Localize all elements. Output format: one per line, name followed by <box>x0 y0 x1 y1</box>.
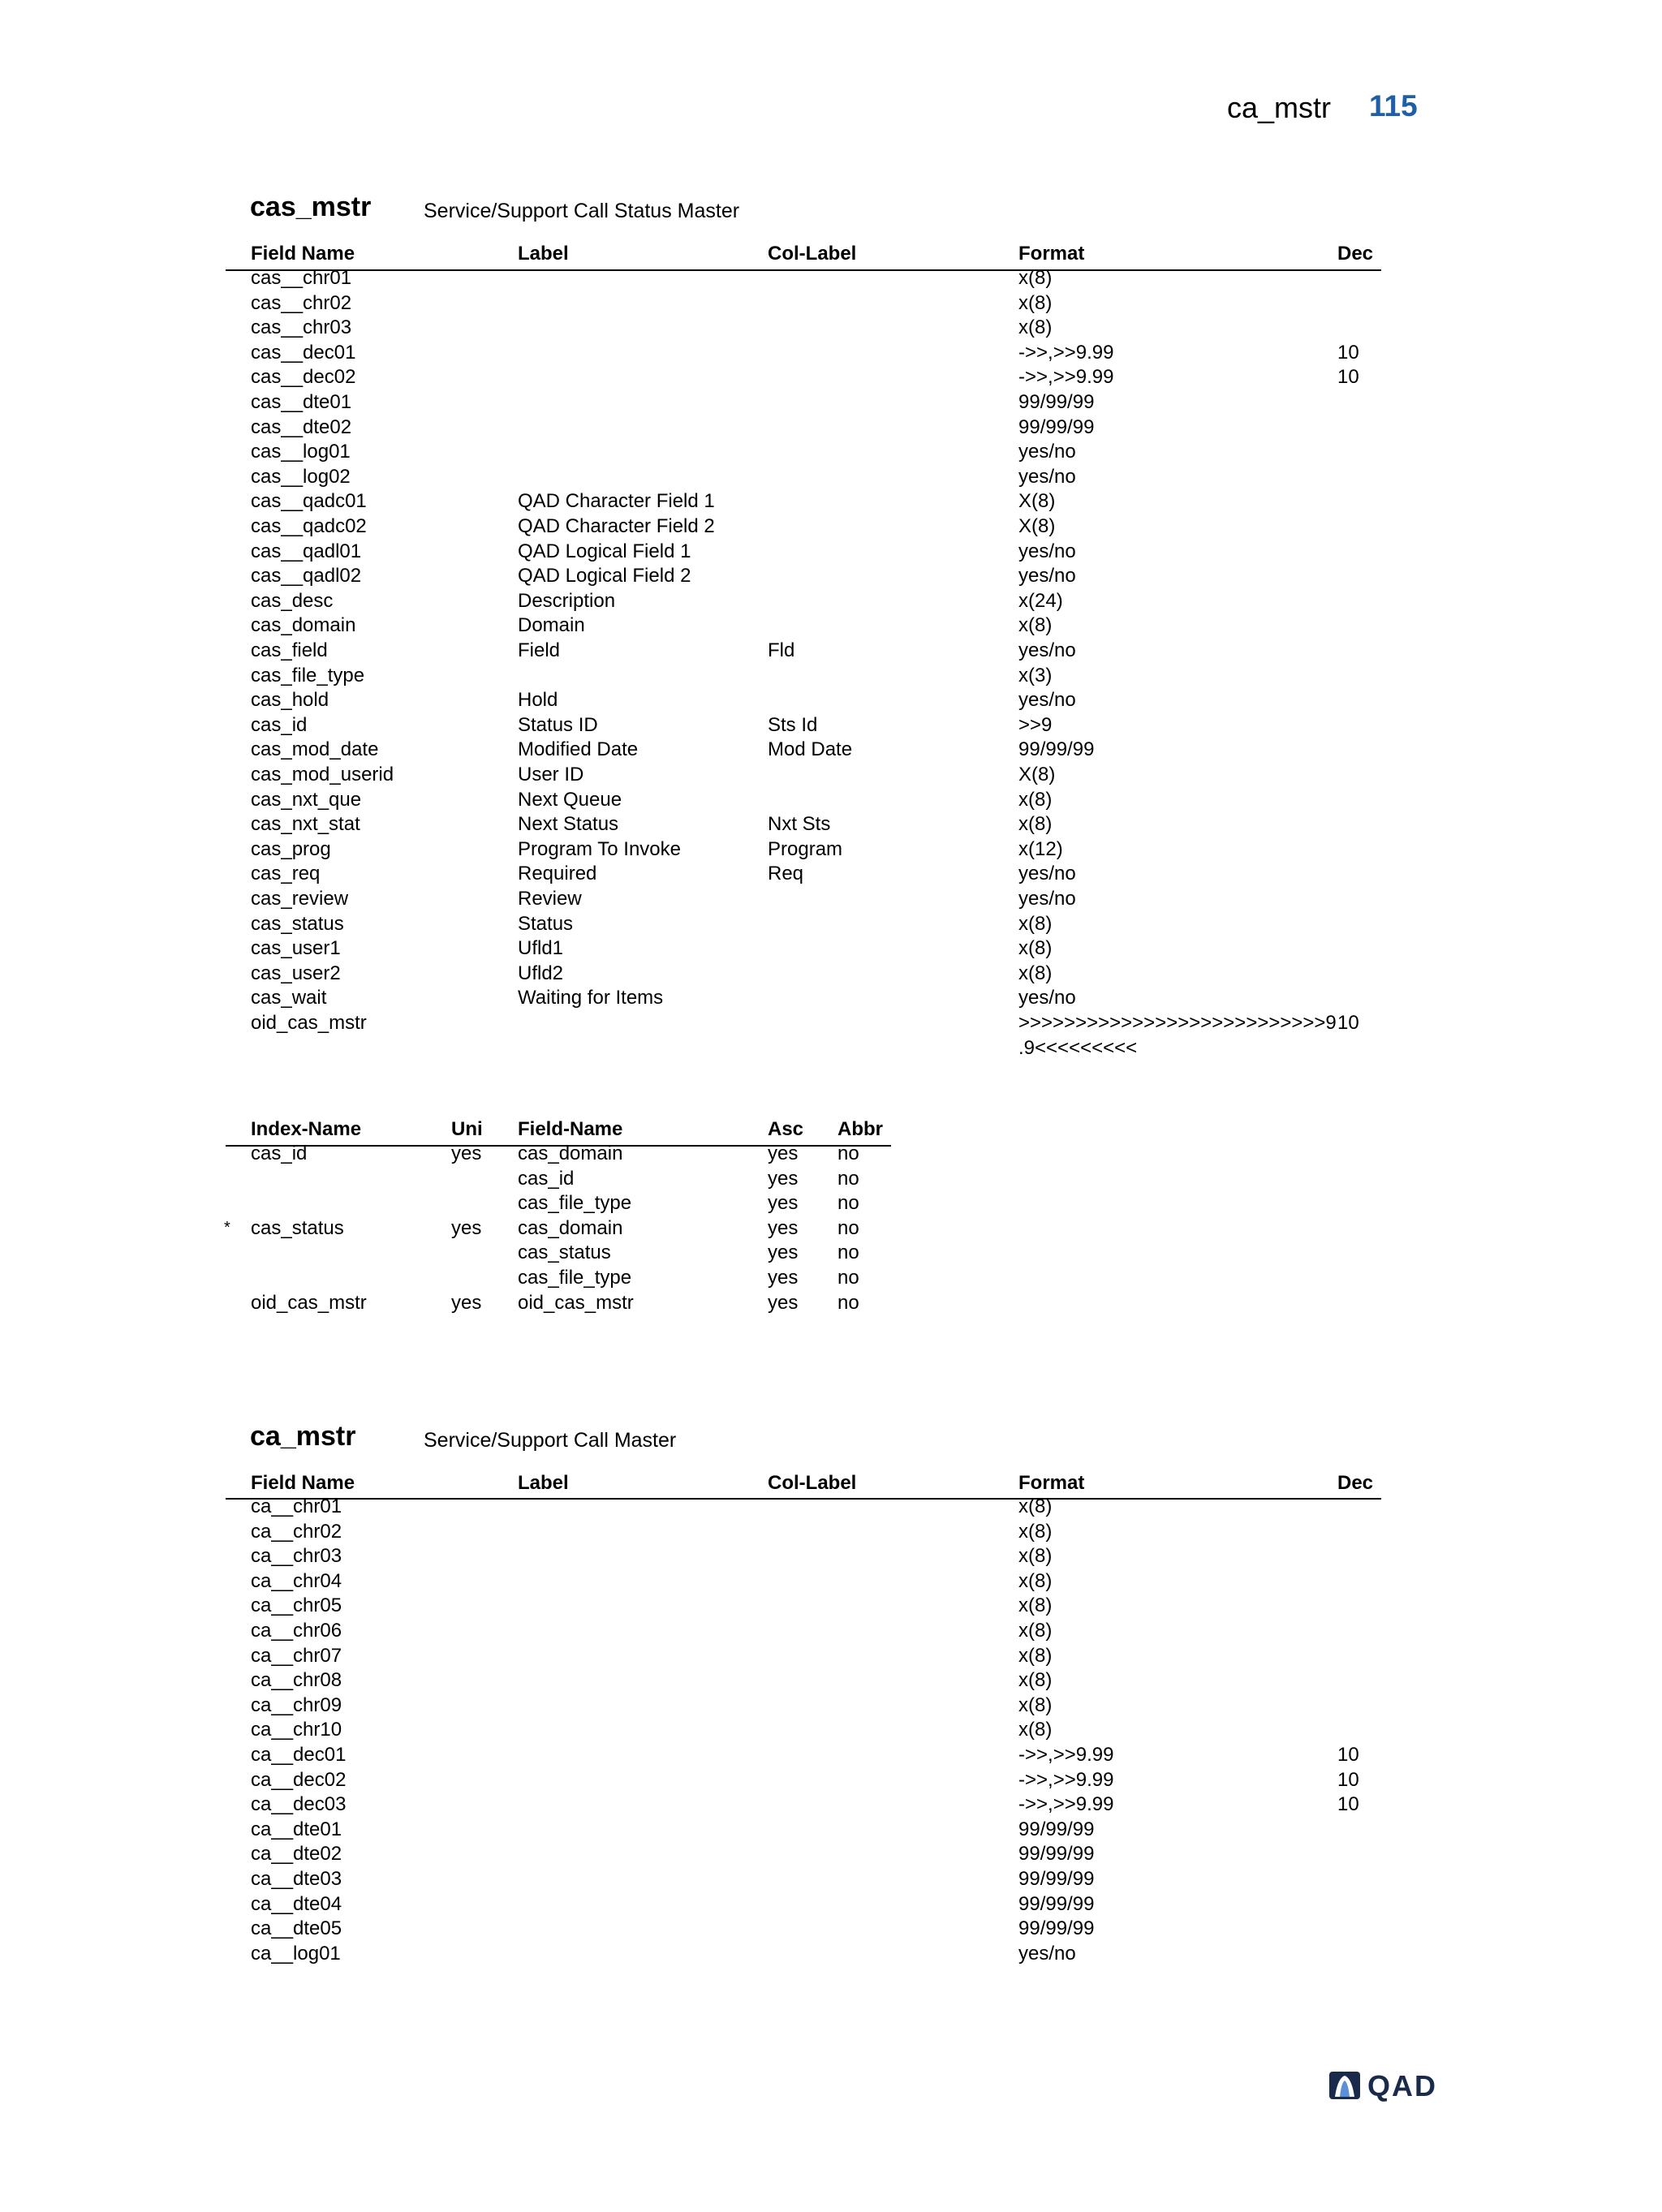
index-ascending: yes <box>768 1143 799 1164</box>
field-format: 99/99/99 <box>1018 1818 1095 1840</box>
column-header-field-name: Field Name <box>251 1472 355 1494</box>
field-format: ->>,>>9.99 <box>1018 1768 1114 1791</box>
primary-index-marker: * <box>224 1218 230 1237</box>
field-format: 99/99/99 <box>1018 1892 1095 1915</box>
table-row <box>0 590 1662 615</box>
field-name: cas__chr03 <box>251 316 352 339</box>
field-name: cas__log01 <box>251 441 351 463</box>
field-name: ca__dte04 <box>251 1892 342 1915</box>
table-row <box>0 1694 1662 1719</box>
index-name: cas_id <box>251 1143 308 1164</box>
field-format: X(8) <box>1018 515 1056 537</box>
field-name: cas_status <box>251 912 344 935</box>
table-row <box>0 838 1662 863</box>
field-format: ->>,>>9.99 <box>1018 1744 1114 1766</box>
table-row <box>0 1868 1662 1893</box>
table-row <box>0 888 1662 913</box>
field-label: QAD Logical Field 1 <box>518 540 691 562</box>
table-row <box>0 490 1662 515</box>
table-row <box>0 540 1662 566</box>
index-row <box>0 1192 1662 1217</box>
table-row <box>0 1645 1662 1670</box>
index-ascending: yes <box>768 1291 799 1314</box>
field-format: 99/99/99 <box>1018 415 1095 438</box>
index-unique: yes <box>451 1143 482 1164</box>
table-row <box>0 1521 1662 1546</box>
field-name: ca__chr10 <box>251 1719 342 1741</box>
field-label: Required <box>518 863 597 885</box>
index-field-name: cas_file_type <box>518 1267 632 1289</box>
field-name: ca__dte03 <box>251 1868 342 1890</box>
table-description-cas-mstr: Service/Support Call Status Master <box>424 200 740 222</box>
field-col-label: Fld <box>768 639 795 661</box>
field-name: ca__dte05 <box>251 1917 342 1940</box>
index-row <box>0 1242 1662 1267</box>
field-name: cas_nxt_que <box>251 788 362 811</box>
index-ascending: yes <box>768 1242 799 1264</box>
field-name: cas__dte01 <box>251 391 352 413</box>
index-abbrev: no <box>837 1216 859 1239</box>
field-format: ->>,>>9.99 <box>1018 366 1114 389</box>
field-dec: 10 <box>1337 1744 1359 1766</box>
field-name: cas__dec01 <box>251 341 356 364</box>
table-row <box>0 1843 1662 1868</box>
field-col-label: Program <box>768 837 843 860</box>
index-field-name: cas_file_type <box>518 1192 632 1215</box>
field-label: Domain <box>518 614 585 637</box>
table-title-ca-mstr: ca_mstr <box>250 1421 356 1452</box>
field-col-label: Req <box>768 863 804 885</box>
index-field-name: cas_domain <box>518 1143 623 1164</box>
index-row <box>0 1217 1662 1242</box>
field-label: QAD Character Field 1 <box>518 490 715 513</box>
qad-logo <box>1328 2071 1444 2103</box>
field-name: ca__chr07 <box>251 1644 342 1667</box>
field-format: 99/99/99 <box>1018 1868 1095 1890</box>
field-col-label: Nxt Sts <box>768 813 831 836</box>
field-name: ca__dec02 <box>251 1768 347 1791</box>
field-format: x(8) <box>1018 614 1053 637</box>
field-name: ca__chr02 <box>251 1520 342 1543</box>
field-format: x(8) <box>1018 912 1053 935</box>
table-row <box>0 466 1662 491</box>
field-col-label: Sts Id <box>768 713 818 736</box>
field-dec: 10 <box>1337 341 1359 364</box>
field-format: x(8) <box>1018 1545 1053 1568</box>
table-row <box>0 1037 1662 1062</box>
field-format: yes/no <box>1018 441 1076 463</box>
table-row <box>0 1719 1662 1744</box>
index-row <box>0 1292 1662 1317</box>
field-name: ca__chr08 <box>251 1669 342 1692</box>
index-ascending: yes <box>768 1192 799 1215</box>
table-row <box>0 937 1662 962</box>
field-format: yes/no <box>1018 540 1076 562</box>
column-header-dec: Dec <box>1337 1472 1374 1494</box>
field-format: x(8) <box>1018 1520 1053 1543</box>
column-header-index-name: Index-Name <box>251 1118 362 1140</box>
index-field-name: cas_status <box>518 1242 611 1264</box>
field-name: ca__chr05 <box>251 1594 342 1617</box>
logo-text: QAD <box>1367 2069 1437 2102</box>
index-name: cas_status <box>251 1216 344 1239</box>
field-name: cas_req <box>251 863 321 885</box>
index-unique: yes <box>451 1291 482 1314</box>
field-format: yes/no <box>1018 465 1076 488</box>
table-row <box>0 441 1662 466</box>
column-header-format: Format <box>1018 1472 1085 1494</box>
index-ascending: yes <box>768 1216 799 1239</box>
column-header-field-name: Field Name <box>251 243 355 265</box>
field-name: cas_user2 <box>251 962 341 984</box>
index-name: oid_cas_mstr <box>251 1291 367 1314</box>
index-row <box>0 1168 1662 1193</box>
field-dec: 10 <box>1337 1768 1359 1791</box>
table-row <box>0 1012 1662 1037</box>
field-label: Description <box>518 589 616 612</box>
table-row <box>0 1669 1662 1694</box>
field-format: yes/no <box>1018 565 1076 587</box>
field-format: x(8) <box>1018 1594 1053 1617</box>
field-format: x(12) <box>1018 837 1063 860</box>
column-header-dec: Dec <box>1337 243 1374 265</box>
field-format: yes/no <box>1018 639 1076 661</box>
field-label: Field <box>518 639 561 661</box>
column-header-col-label: Col-Label <box>768 1472 857 1494</box>
field-name: cas__chr02 <box>251 291 352 314</box>
table-row <box>0 614 1662 639</box>
index-field-name: cas_id <box>518 1167 575 1190</box>
table-row <box>0 1793 1662 1818</box>
field-format: x(8) <box>1018 813 1053 836</box>
field-format: >>>>>>>>>>>>>>>>>>>>>>>>>>>9 <box>1018 1012 1337 1034</box>
field-label: Hold <box>518 689 558 712</box>
table-title-cas-mstr: cas_mstr <box>250 192 372 222</box>
field-format: X(8) <box>1018 490 1056 513</box>
index-abbrev: no <box>837 1192 859 1215</box>
table-row <box>0 1744 1662 1769</box>
field-label: User ID <box>518 764 584 785</box>
column-header-asc: Asc <box>768 1118 804 1140</box>
field-format: ->>,>>9.99 <box>1018 341 1114 364</box>
field-format: x(24) <box>1018 589 1063 612</box>
field-format: ->>,>>9.99 <box>1018 1793 1114 1816</box>
field-format: >>9 <box>1018 713 1053 736</box>
field-format: yes/no <box>1018 987 1076 1009</box>
field-name: cas_hold <box>251 689 329 712</box>
field-format: x(8) <box>1018 1719 1053 1741</box>
field-col-label: Mod Date <box>768 738 853 761</box>
field-format: yes/no <box>1018 1942 1076 1965</box>
table-row <box>0 391 1662 416</box>
field-format: 99/99/99 <box>1018 738 1095 761</box>
field-name: cas_domain <box>251 614 356 637</box>
field-name: cas_mod_userid <box>251 764 394 785</box>
table-row <box>0 515 1662 540</box>
field-format: x(8) <box>1018 291 1053 314</box>
field-name: ca__dec01 <box>251 1744 347 1766</box>
column-header-format: Format <box>1018 243 1085 265</box>
field-dec: 10 <box>1337 1012 1359 1034</box>
field-name: ca__chr04 <box>251 1569 342 1592</box>
field-label: QAD Character Field 2 <box>518 515 715 537</box>
field-format: x(8) <box>1018 1620 1053 1642</box>
column-header-abbr: Abbr <box>837 1118 883 1140</box>
field-format: x(8) <box>1018 1669 1053 1692</box>
table-row <box>0 913 1662 938</box>
field-format: x(8) <box>1018 788 1053 811</box>
index-abbrev: no <box>837 1291 859 1314</box>
field-dec: 10 <box>1337 366 1359 389</box>
field-format: x(8) <box>1018 937 1053 960</box>
field-format: .9<<<<<<<<< <box>1018 1036 1138 1059</box>
index-ascending: yes <box>768 1267 799 1289</box>
field-format: x(3) <box>1018 664 1053 686</box>
field-name: cas__chr01 <box>251 267 352 289</box>
table-row <box>0 267 1662 292</box>
column-header-label: Label <box>518 243 569 265</box>
field-name: ca__chr01 <box>251 1495 342 1517</box>
field-name: cas_file_type <box>251 664 365 686</box>
field-name: cas_wait <box>251 987 327 1009</box>
field-name: ca__chr06 <box>251 1620 342 1642</box>
field-name: cas_review <box>251 888 349 910</box>
field-name: cas__dec02 <box>251 366 356 389</box>
field-label: Status <box>518 912 574 935</box>
field-format: yes/no <box>1018 689 1076 712</box>
table-row <box>0 316 1662 342</box>
table-row <box>0 863 1662 888</box>
field-name: ca__dte01 <box>251 1818 342 1840</box>
table-row <box>0 1818 1662 1844</box>
field-format: x(8) <box>1018 962 1053 984</box>
table-row <box>0 1620 1662 1645</box>
field-table-header <box>0 1472 1662 1497</box>
table-row <box>0 342 1662 367</box>
qad-logo-icon <box>1328 2071 1361 2100</box>
field-format: 99/99/99 <box>1018 1843 1095 1866</box>
field-format: x(8) <box>1018 1693 1053 1716</box>
field-name: cas__qadl02 <box>251 565 362 587</box>
index-ascending: yes <box>768 1167 799 1190</box>
column-header-field-name: Field-Name <box>518 1118 623 1140</box>
field-name: ca__dte02 <box>251 1843 342 1866</box>
field-name: ca__dec03 <box>251 1793 347 1816</box>
column-header-col-label: Col-Label <box>768 243 857 265</box>
field-name: ca__log01 <box>251 1942 341 1965</box>
field-name: cas_id <box>251 713 308 736</box>
field-name: cas__qadl01 <box>251 540 362 562</box>
field-label: Next Queue <box>518 788 622 811</box>
field-format: x(8) <box>1018 1495 1053 1517</box>
table-row <box>0 665 1662 690</box>
column-header-label: Label <box>518 1472 569 1494</box>
table-row <box>0 1495 1662 1521</box>
field-format: 99/99/99 <box>1018 391 1095 413</box>
field-format: x(8) <box>1018 1569 1053 1592</box>
field-name: cas_desc <box>251 589 334 612</box>
field-label: Ufld1 <box>518 937 564 960</box>
table-row <box>0 1917 1662 1943</box>
index-field-name: oid_cas_mstr <box>518 1291 634 1314</box>
index-abbrev: no <box>837 1143 859 1164</box>
index-abbrev: no <box>837 1267 859 1289</box>
field-label: Status ID <box>518 713 598 736</box>
field-name: cas_user1 <box>251 937 341 960</box>
field-name: cas_nxt_stat <box>251 813 360 836</box>
table-row <box>0 813 1662 838</box>
field-format: yes/no <box>1018 888 1076 910</box>
field-format: X(8) <box>1018 764 1056 785</box>
running-header-title: ca_mstr <box>1226 91 1331 124</box>
field-label: Ufld2 <box>518 962 564 984</box>
field-label: QAD Logical Field 2 <box>518 565 691 587</box>
field-name: ca__chr03 <box>251 1545 342 1568</box>
field-name: cas__dte02 <box>251 415 352 438</box>
table-row <box>0 639 1662 665</box>
field-name: cas_field <box>251 639 328 661</box>
table-row <box>0 565 1662 590</box>
table-row <box>0 714 1662 739</box>
table-row <box>0 1545 1662 1570</box>
field-name: cas_mod_date <box>251 738 379 761</box>
table-row <box>0 1893 1662 1918</box>
column-header-uni: Uni <box>451 1118 483 1140</box>
index-abbrev: no <box>837 1167 859 1190</box>
field-format: x(8) <box>1018 316 1053 339</box>
field-format: x(8) <box>1018 1644 1053 1667</box>
field-name: cas__qadc01 <box>251 490 367 513</box>
field-format: 99/99/99 <box>1018 1917 1095 1940</box>
table-row <box>0 738 1662 764</box>
table-row <box>0 1570 1662 1595</box>
index-field-name: cas_domain <box>518 1216 623 1239</box>
index-abbrev: no <box>837 1242 859 1264</box>
field-format: yes/no <box>1018 863 1076 885</box>
index-unique: yes <box>451 1216 482 1239</box>
table-row <box>0 292 1662 317</box>
index-table-header <box>0 1118 1662 1143</box>
field-name: cas_prog <box>251 837 331 860</box>
page-number: 115 <box>1369 89 1418 123</box>
index-row <box>0 1143 1662 1168</box>
table-row <box>0 1769 1662 1794</box>
field-dec: 10 <box>1337 1793 1359 1816</box>
table-row <box>0 987 1662 1012</box>
table-row <box>0 764 1662 789</box>
field-label: Waiting for Items <box>518 987 664 1009</box>
field-label: Review <box>518 888 582 910</box>
index-row <box>0 1267 1662 1292</box>
table-row <box>0 1943 1662 1968</box>
field-name: oid_cas_mstr <box>251 1012 367 1034</box>
field-name: ca__chr09 <box>251 1693 342 1716</box>
field-label: Modified Date <box>518 738 639 761</box>
field-table-header <box>0 243 1662 268</box>
field-label: Program To Invoke <box>518 837 681 860</box>
table-description-ca-mstr: Service/Support Call Master <box>424 1429 677 1452</box>
table-row <box>0 689 1662 714</box>
field-format: x(8) <box>1018 267 1053 289</box>
table-row <box>0 1594 1662 1620</box>
table-row <box>0 962 1662 988</box>
table-row <box>0 366 1662 391</box>
table-row <box>0 416 1662 441</box>
field-label: Next Status <box>518 813 619 836</box>
field-name: cas__log02 <box>251 465 351 488</box>
table-row <box>0 789 1662 814</box>
field-name: cas__qadc02 <box>251 515 367 537</box>
